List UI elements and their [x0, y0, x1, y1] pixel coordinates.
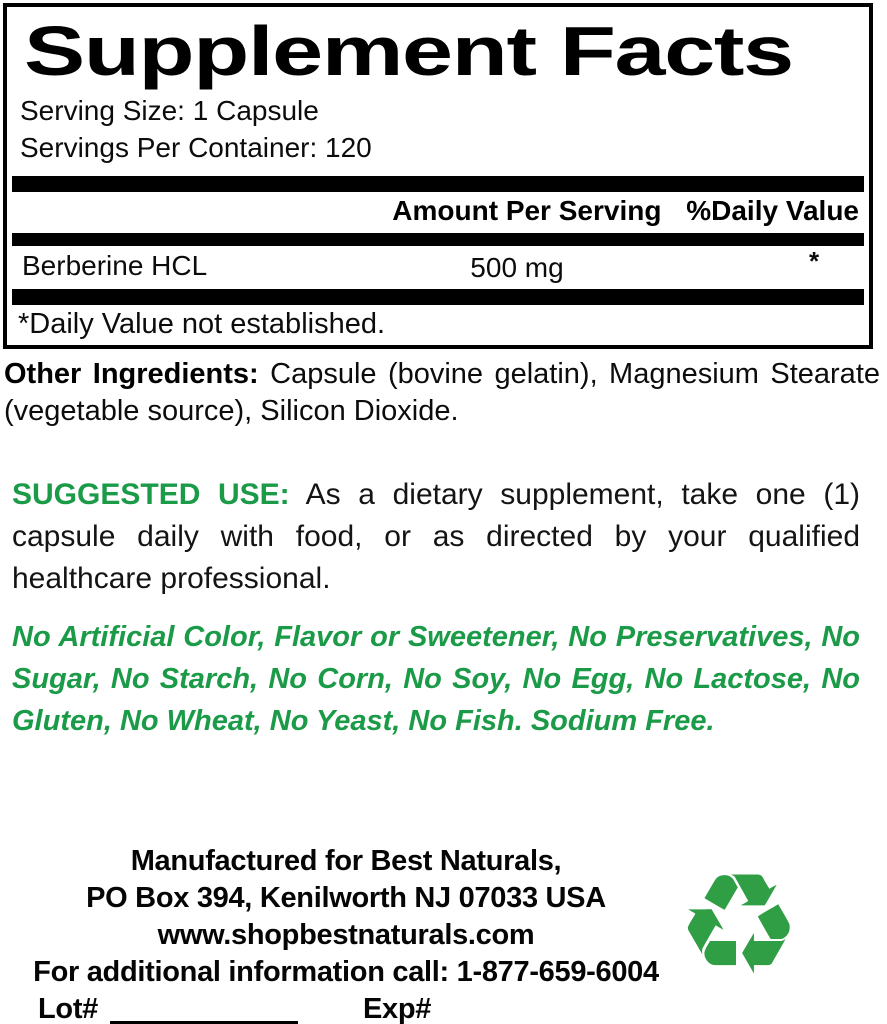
nutrient-amount: 500 mg: [470, 252, 564, 283]
lot-number-label: Lot#: [38, 993, 99, 1024]
nutrient-daily-value: *: [809, 246, 820, 276]
other-ingredients-label: Other Ingredients:: [4, 358, 259, 390]
column-headers: [7, 195, 859, 227]
suggested-use-label: SUGGESTED USE:: [12, 478, 290, 511]
table-row: [7, 248, 869, 289]
divider-bar-middle: [12, 233, 864, 246]
other-ingredients: [4, 356, 880, 430]
servings-per-container: Servings Per Container: 120: [20, 132, 372, 163]
manufacturer-block: [0, 843, 692, 1023]
daily-value-header: %Daily Value: [686, 195, 859, 226]
manufacturer-phone: For additional information call: 1-877-659-6004: [33, 956, 659, 988]
serving-size: Serving Size: 1 Capsule: [20, 95, 319, 126]
suggested-use: [12, 474, 860, 600]
panel-title: Supplement Facts: [24, 12, 793, 90]
manufacturer-address: PO Box 394, Kenilworth NJ 07033 USA: [86, 882, 606, 914]
free-of-statement: No Artificial Color, Flavor or Sweetener, No Preservatives, No Sugar, No Starch, No Corn, No Soy, No Egg, No Lactose, No Gluten, No Wheat, No Yeast, No Fish. Sodium Free.: [12, 621, 860, 737]
lot-exp-row: [0, 991, 692, 1023]
exp-date-label: Exp#: [363, 993, 432, 1024]
daily-value-footnote: *Daily Value not established.: [18, 308, 386, 340]
supplement-facts-panel: [3, 3, 873, 349]
other-ingredients-text: Capsule (bovine gelatin), Magnesium Stearate (vegetable source), Silicon Dioxide.: [4, 358, 880, 427]
recycle-icon: ♻: [676, 844, 802, 1007]
suggested-use-text: As a dietary supplement, take one (1) capsule daily with food, or as directed by your qualified healthcare professional.: [12, 478, 860, 595]
nutrient-name: Berberine HCL: [22, 250, 208, 281]
manufacturer-website: www.shopbestnaturals.com: [157, 919, 535, 951]
amount-per-serving-header: Amount Per Serving: [392, 195, 662, 226]
divider-bar-top: [12, 176, 864, 192]
divider-bar-bottom: [12, 289, 864, 305]
manufacturer-line: Manufactured for Best Naturals,: [130, 845, 562, 877]
